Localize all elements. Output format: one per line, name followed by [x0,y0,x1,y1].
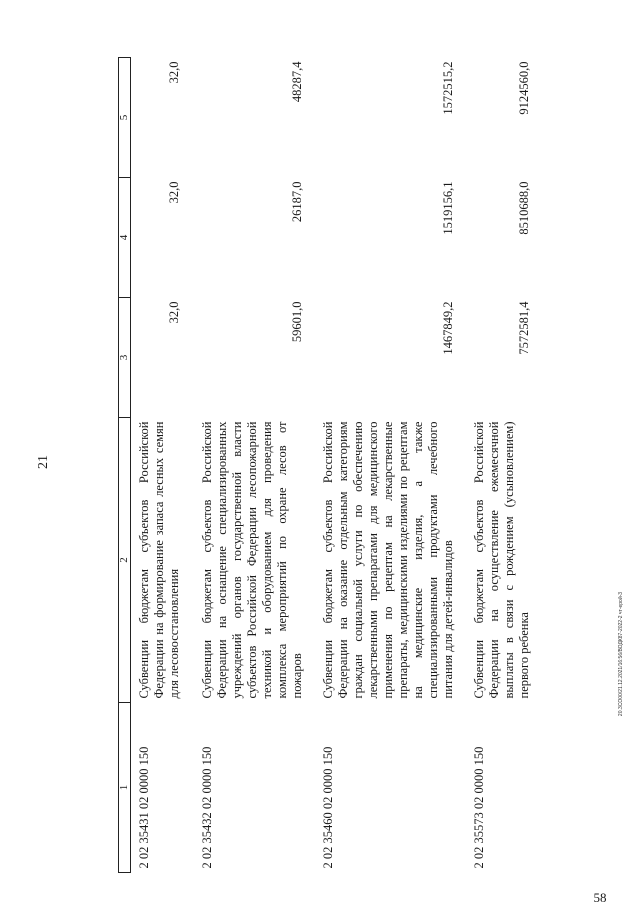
header-row [119,58,131,873]
document-stamp: 20.ЗСО00/21.12.2021/16:56/ВОДК87-2022-2 чт-ерой-3 [618,591,624,717]
table-row [131,58,195,873]
header-cell: 5 [119,58,131,178]
amount-col5: 1572515,2 [441,61,455,115]
header-cell: 2 [119,418,131,703]
amount-col3: 7572581,4 [517,301,531,355]
amount-col4: 26187,0 [290,181,304,223]
amount-col4: 8510688,0 [517,181,531,235]
budget-code: 2 02 35573 02 0000 150 [472,746,486,869]
amount-col3: 59601,0 [290,301,304,343]
subvention-description: Субвенции бюджетам субъектов Российской Федерации на формирование запаса лесных семян для лесовосстановления [137,421,181,699]
amount-col5: 9124560,0 [517,61,531,115]
amount-col4: 1519156,1 [441,181,455,235]
budget-code: 2 02 35431 02 0000 150 [137,746,151,869]
budget-code: 2 02 35460 02 0000 150 [321,746,335,869]
table-row [315,58,466,873]
amount-col3: 32,0 [167,301,181,324]
header-cell: 1 [119,703,131,873]
header-cell: 3 [119,298,131,418]
table-row [194,58,315,873]
amount-col5: 32,0 [167,61,181,84]
table-row [466,58,542,873]
header-cell: 4 [119,178,131,298]
amount-col3: 1467849,2 [441,301,455,355]
amount-col5: 48287,4 [290,61,304,103]
budget-table-wrapper [118,58,598,873]
budget-code: 2 02 35432 02 0000 150 [200,746,214,869]
subvention-description: Субвенции бюджетам субъектов Российской Федерации на оснащение специализированных учреждений органов государственной власти субъектов Российской Федерации лесопожарной техникой и оборудованием для проведения комплекса мероприятий по охране лесов от пожаров [200,421,304,699]
amount-col4: 32,0 [167,181,181,204]
page-number-bottom: 58 [593,890,607,905]
budget-table [118,57,542,873]
page-number-top: 21 [36,455,51,469]
subvention-description: Субвенции бюджетам субъектов Российской Федерации на оказание отдельным категориям граждан социальной услуги по обеспечению лекарственными препаратами для медицинского применения по рецептам на лекарственные препараты, медицинскими изделиями по рецептам на медицинские изделия, а также специализированными продуктами лечебного питания для детей-инвалидов [321,421,455,699]
subvention-description: Субвенции бюджетам субъектов Российской Федерации на осуществление ежемесячной выплаты в связи с рождением (усыновлением) первого ребенка [472,421,531,699]
